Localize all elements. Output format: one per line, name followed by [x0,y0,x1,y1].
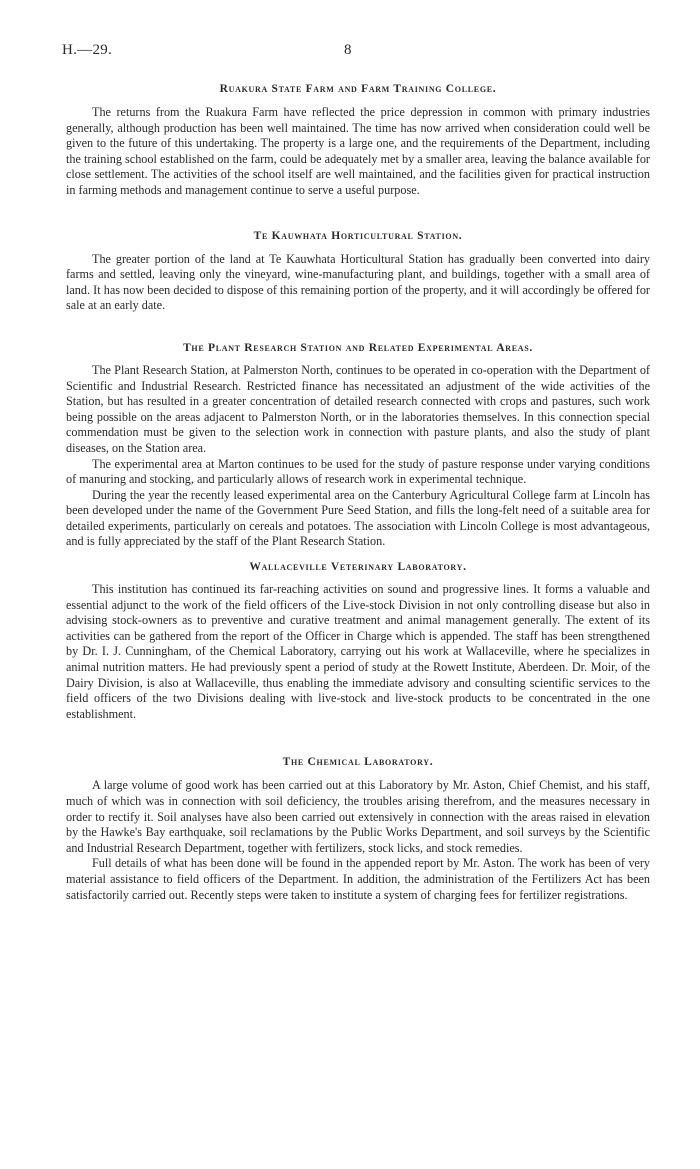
paragraph: The Plant Research Station, at Palmerston North, continues to be operated in co-operation with the Department of Scientific and Industrial Research. Restricted finance has necessitated an adjustment of the wide activities of the Station, but has resulted in a greater concentration of detailed research connected with crops and pastures, such work being possible on the areas adjacent to Palmerston North, or in the laboratories themselves. In this connection special commendation must be given to the selection work in connection with pasture plants, and also the study of plant diseases, on the Station area. [66,362,650,455]
section-heading: The Plant Research Station and Related Experimental Areas. [183,341,533,354]
paragraph: The returns from the Ruakura Farm have reflected the price depression in common with primary industries generally, although production has been well maintained. The time has now arrived when consideration could well be given to the future of this undertaking. The property is a large one, and the requirements of the Department, including the training school established on the farm, could be adequately met by a smaller area, leaving the balance available for close settlement. The activities of the school itself are well maintained, and the facilities given for practical instruction in farming methods and management continue to serve a useful purpose. [66,105,650,197]
document-reference: H.—29. [62,42,113,58]
section-heading: The Chemical Laboratory. [282,756,434,769]
page-header [0,42,700,64]
paragraph: A large volume of good work has been carried out at this Laboratory by Mr. Aston, Chief Chemist, and his staff, much of which was in connection with soil deficiency, the troubles arising therefrom, and the measures necessary in order to rectify it. Soil analyses have also been carried out extensively in connection with the areas raised in elevation by the Hawke's Bay earthquake, soil reclamations by the Public Works Department, and soil surveys by the Scientific and Industrial Research Department, together with fertilizers, stock licks, and stock remedies. [66,778,650,855]
paragraph: During the year the recently leased experimental area on the Canterbury Agricultural College farm at Lincoln has been developed under the name of the Government Pure Seed Station, and fills the long-felt need of a suitable area for detailed experiments, particularly on cereals and potatoes. The association with Lincoln College is most advantageous, and is fully appreciated by the staff of the Plant Research Station. [66,487,650,549]
section-ruakura [66,82,650,199]
paragraph: This institution has continued its far-reaching activities on sound and progressive lines. It forms a valuable and essential adjunct to the work of the field officers of the Live-stock Division in not only controlling disease but also in advising stock-owners as to preventive and curative treatment and animal management generally. The extent of its activities can be gathered from the report of the Officer in Charge which is appended. The staff has been strengthened by Dr. I. J. Cunningham, of the Chemical Laboratory, carrying out his work at Wallaceville, where he specializes in animal nutrition matters. He had previously spent a period of study at the Rowett Institute, Aberdeen. Dr. Moir, of the Dairy Division, is also at Wallaceville, thus enabling the immediate advisory and consulting scientific services to the field officers of the two Divisions dealing with live-stock and live-stock products to be concentrated in the one establishment. [66,582,650,721]
section-heading: Te Kauwhata Horticultural Station. [253,229,463,242]
paragraph: Full details of what has been done will be found in the appended report by Mr. Aston. The work has been of very material assistance to field officers of the Department. In addition, the administration of the Fertilizers Act has been satisfactorily carried out. Recently steps were taken to institute a system of charging fees for fertilizer registrations. [66,856,650,902]
section-te-kauwhata [66,229,650,314]
section-heading: Wallaceville Veterinary Laboratory. [249,561,467,574]
page-body [66,82,650,903]
section-wallaceville [66,560,650,722]
paragraph: The experimental area at Marton continues to be used for the study of pasture response under varying conditions of manuring and stocking, and particularly allows of research work in experimental technique. [66,456,650,487]
section-heading: Ruakura State Farm and Farm Training College. [219,83,497,95]
page-number: 8 [344,42,352,58]
section-plant-research [66,341,650,550]
paragraph: The greater portion of the land at Te Kauwhata Horticultural Station has gradually been converted into dairy farms and settled, leaving only the vineyard, wine-manufacturing plant, and buildings, together with a small area of land. It has now been decided to dispose of this remaining portion of the property, and it will accordingly be offered for sale at an early date. [66,251,650,313]
section-chemical-laboratory [66,755,650,903]
